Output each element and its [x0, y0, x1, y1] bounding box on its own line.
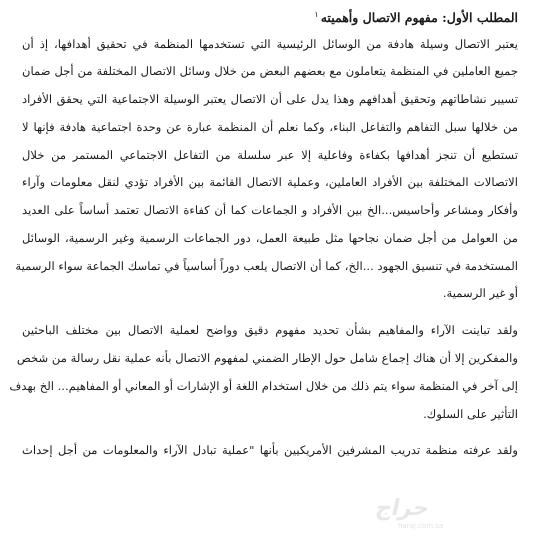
watermark-subtext: haraj.com.sa: [398, 522, 444, 530]
paragraph-1-line-7: وأفكار ومشاعر وأحاسيس...الخ بين الأفراد و الجماعات كما أن كفاءة الاتصال تعتمد أساساً على العديد: [22, 203, 518, 217]
heading-text: المطلب الأول: مفهوم الاتصال وأهميته: [320, 10, 518, 26]
paragraph-1-line-8: من العوامل من أجل ضمان نجاحها مثل طبيعة العمل، دور الجماعات الرسمية وغير الرسمية، الوسائل: [22, 231, 518, 245]
haraj-watermark-logo: [370, 488, 480, 536]
paragraph-1-line-3: تسيير نشاطاتهم وتحقيق أهدافهم وهذا يدل على أن الاتصال يعتبر الوسيلة الاجتماعية التي يحقق الأفراد: [22, 92, 518, 106]
paragraph-2-line-3: إلى آخر في المنظمة سواء يتم ذلك من خلال استخدام اللغة أو الإشارات أو المعاني أو المفاهيم... الخ بهدف: [9, 379, 518, 393]
paragraph-1-line-2: جميع العاملين في المنظمة يتعاملون مع بعضهم البعض من خلال وسائل الاتصال المختلفة من أجل ضمان: [22, 64, 518, 78]
watermark-text: حراج: [373, 496, 432, 521]
paragraph-1-line-9: المستخدمة في تنسيق الجهود ...الخ، كما أن الاتصال يلعب دوراً أساسياً في تماسك الجماعة سواء الرسمية: [15, 259, 518, 273]
paragraph-1-line-1: يعتبر الاتصال وسيلة هادفة من الوسائل الرئيسية التي تستخدمها المنظمة في تحقيق أهدافها، إذ أن: [22, 37, 518, 51]
paragraph-1-line-10: أو غير الرسمية.: [442, 286, 518, 300]
paragraph-1-line-5: تستطيع أن تنجز أهدافها بكفاءة وفاعلية إلا عبر سلسلة من التفاعل الاجتماعي المستمر من خلال: [22, 148, 518, 162]
paragraph-2-line-4: التأثير على السلوك.: [423, 407, 518, 421]
paragraph-2-line-2: والمفكرين إلا أن هناك إجماع شامل حول الإطار الضمني لمفهوم الاتصال بأنه عملية نقل رسالة من شخص: [16, 351, 518, 365]
paragraph-1-line-4: من خلالها سبل التفاهم والتفاعل البناء، وكما نعلم أن المنظمة عبارة عن وحدة اجتماعية هادفة فإنها لا: [22, 120, 518, 134]
section-heading: [18, 6, 518, 27]
heading-footnote-marker: ١: [314, 10, 319, 19]
paragraph-3-line-1: ولقد عرفته منظمة تدريب المشرفين الأمريكيين بأنها "عملية تبادل الآراء والمعلومات من أجل إحداث: [22, 443, 518, 457]
paragraph-1-line-6: الاتصالات المختلفة بين الأفراد العاملين، وعملية الاتصال القائمة بين الأفراد تؤدي لنقل معلومات وآراء: [22, 175, 518, 189]
paragraph-2-line-1: ولقد تباينت الآراء والمفاهيم بشأن تحديد مفهوم دقيق وواضح لعملية الاتصال بين مختلف الباحثين: [22, 323, 518, 337]
